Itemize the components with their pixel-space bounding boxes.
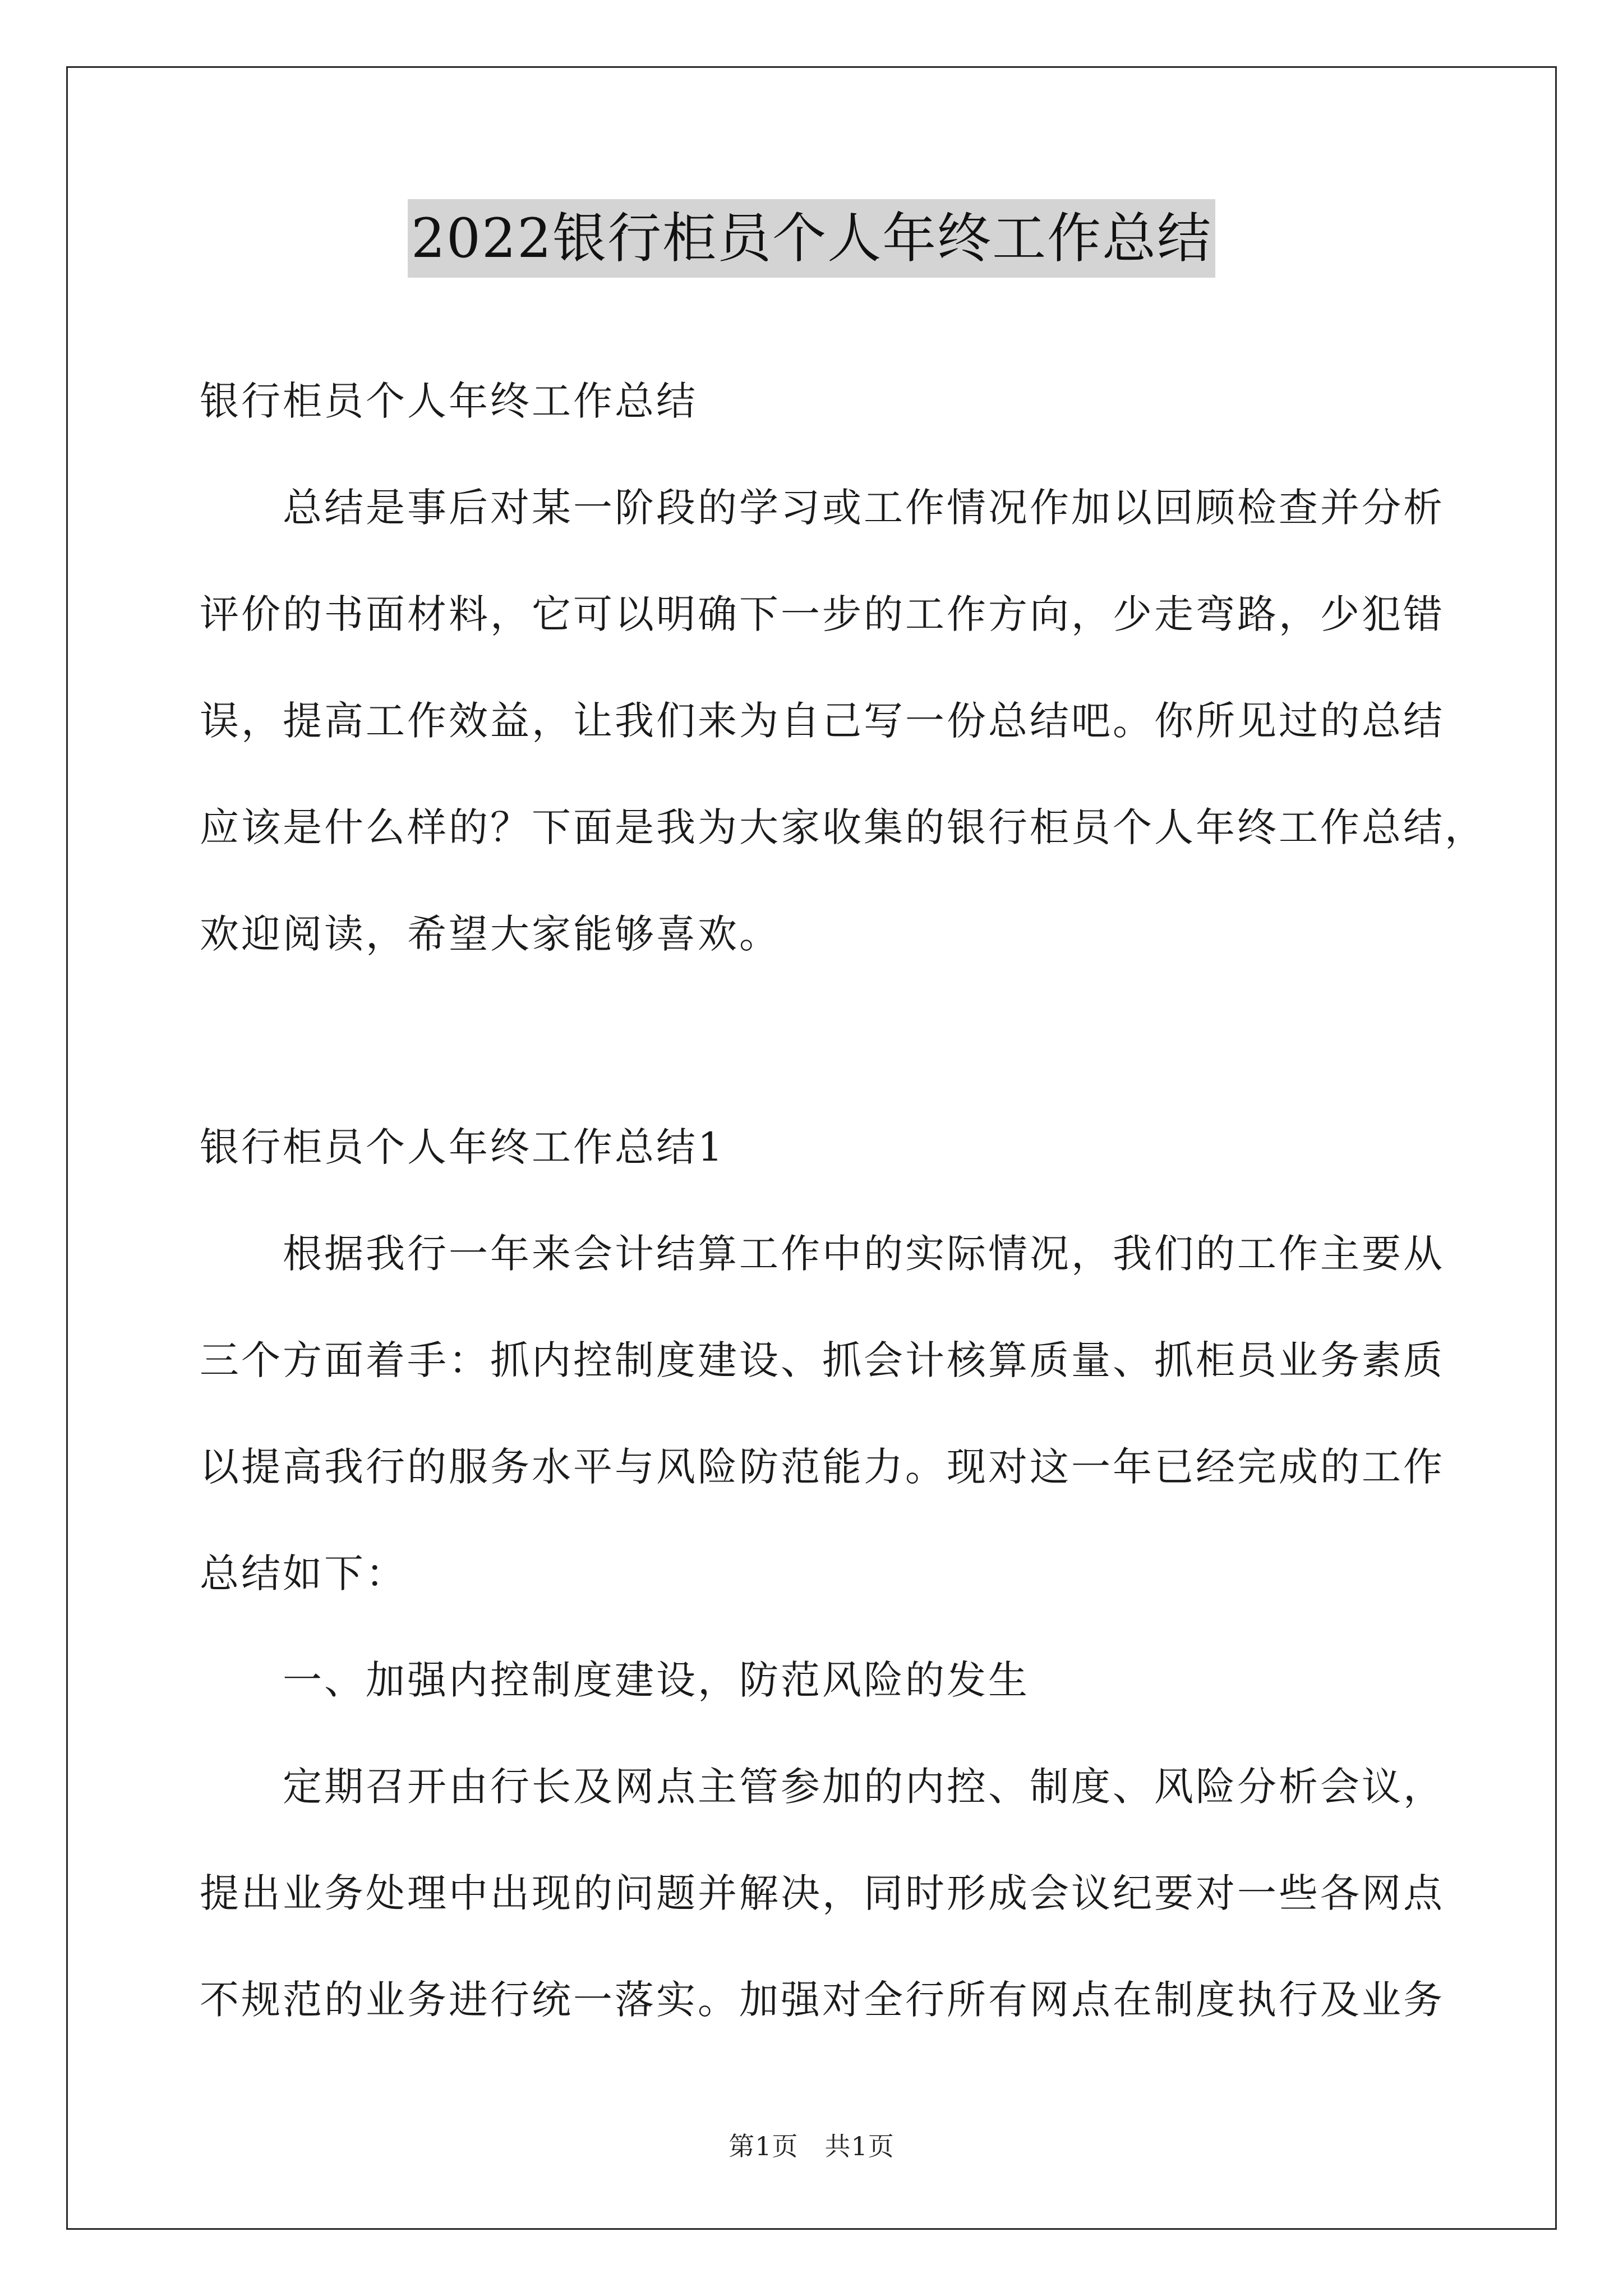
text-line[interactable]: 误，提高工作效益，让我们来为自己写一份总结吧。你所见过的总结 [200,698,1445,744]
text-line[interactable]: 总结是事后对某一阶段的学习或工作情况作加以回顾检查并分析 [283,485,1445,531]
title-container [0,199,1623,278]
text-line[interactable]: 一、加强内控制度建设，防范风险的发生 [283,1657,1030,1703]
text-line[interactable]: 银行柜员个人年终工作总结1 [200,1124,725,1170]
text-line[interactable]: 根据我行一年来会计结算工作中的实际情况，我们的工作主要从 [283,1231,1445,1277]
text-line[interactable]: 三个方面着手：抓内控制度建设、抓会计核算质量、抓柜员业务素质 [200,1337,1445,1383]
text-line[interactable]: 提出业务处理中出现的问题并解决，同时形成会议纪要对一些各网点 [200,1870,1445,1916]
document-title[interactable]: 2022银行柜员个人年终工作总结 [408,199,1215,278]
text-line[interactable]: 总结如下： [200,1550,407,1596]
text-line[interactable]: 定期召开由行长及网点主管参加的内控、制度、风险分析会议， [283,1764,1445,1810]
text-line[interactable]: 应该是什么样的？下面是我为大家收集的银行柜员个人年终工作总结， [200,804,1486,850]
paragraph-gap [200,987,1478,1094]
text-line[interactable]: 银行柜员个人年终工作总结 [200,378,698,424]
text-line[interactable]: 不规范的业务进行统一落实。加强对全行所有网点在制度执行及业务 [200,1977,1445,2023]
text-line[interactable]: 以提高我行的服务水平与风险防范能力。现对这一年已经完成的工作 [200,1444,1445,1490]
text-line[interactable]: 欢迎阅读，希望大家能够喜欢。 [200,911,781,957]
text-line[interactable]: 评价的书面材料，它可以明确下一步的工作方向，少走弯路，少犯错 [200,591,1445,637]
page-footer: 第1页 共1页 [728,2131,895,2161]
document-body [200,348,1486,2053]
